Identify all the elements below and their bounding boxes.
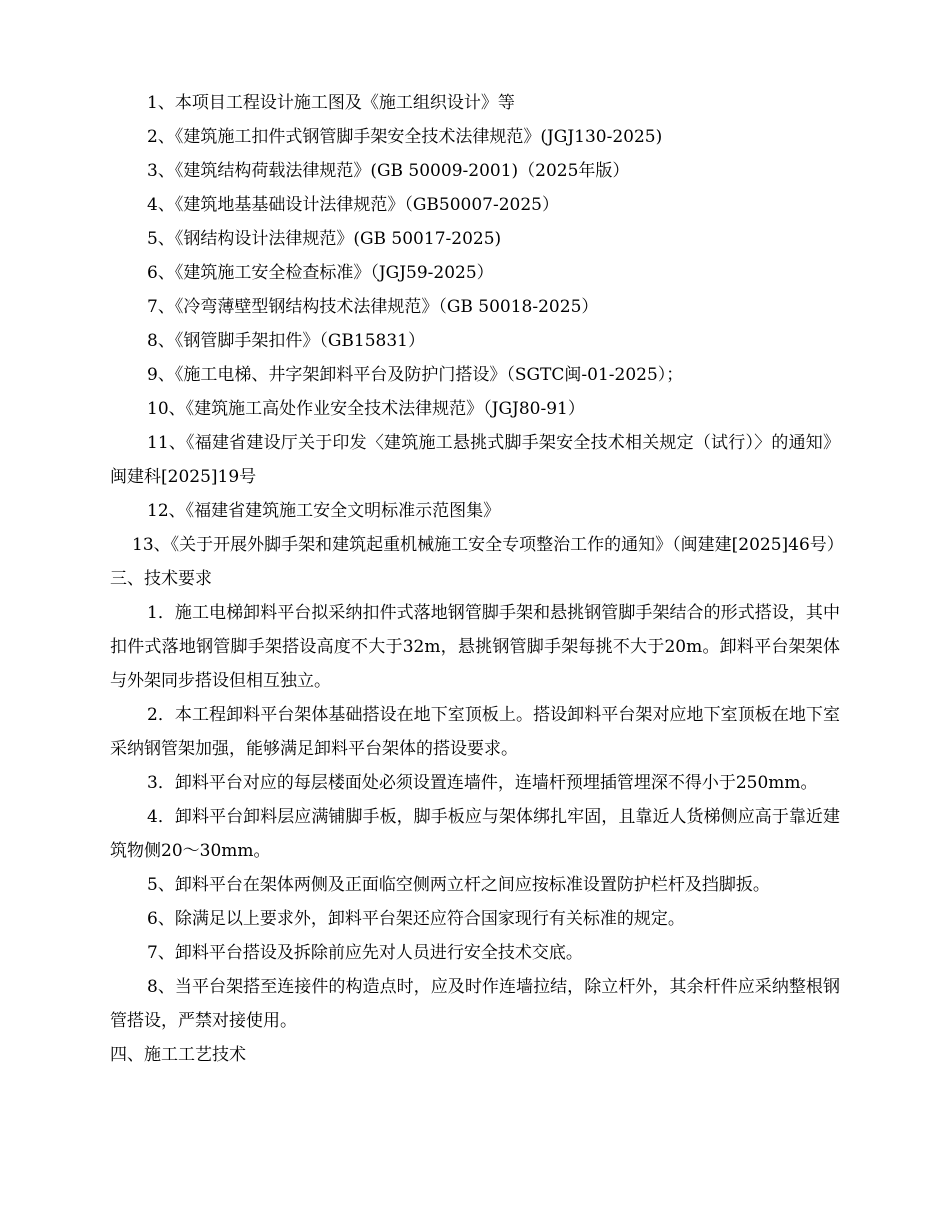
reference-item: 12、《福建省建筑施工安全文明标准示范图集》 [147, 501, 501, 521]
requirement-item: 2．本工程卸料平台架体基础搭设在地下室顶板上。搭设卸料平台架对应地下室顶板在地下室采纳钢管架加强，能够满足卸料平台架体的搭设要求。 [110, 705, 840, 759]
reference-item: 1、本项目工程设计施工图及《施工组织设计》等 [147, 93, 515, 113]
reference-item: 5、《钢结构设计法律规范》(GB 50017-2025) [147, 229, 502, 249]
reference-item: 6、《建筑施工安全检查标准》（JGJ59-2025） [147, 263, 494, 283]
section-heading-tech-requirements: 三、技术要求 [110, 569, 212, 589]
reference-item: 9、《施工电梯、井字架卸料平台及防护门搭设》（SGTC闽-01-2025）； [147, 365, 684, 385]
reference-item: 11、《福建省建设厅关于印发〈建筑施工悬挑式脚手架安全技术相关规定（试行）〉的通知》闽建科[2025]19号 [110, 433, 840, 487]
reference-item: 3、《建筑结构荷载法律规范》(GB 50009-2001)（2025年版） [147, 161, 630, 181]
requirement-item: 4．卸料平台卸料层应满铺脚手板，脚手板应与架体绑扎牢固，且靠近人货梯侧应高于靠近建筑物侧20～30mm。 [110, 807, 840, 861]
reference-item: 10、《建筑施工高处作业安全技术法律规范》（JGJ80-91） [147, 399, 585, 419]
requirement-item: 7、卸料平台搭设及拆除前应先对人员进行安全技术交底。 [147, 943, 583, 963]
requirement-item: 6、除满足以上要求外，卸料平台架还应符合国家现行有关标准的规定。 [147, 909, 685, 929]
reference-item: 13、《关于开展外脚手架和建筑起重机械施工安全专项整治工作的通知》（闽建建[2025]46号） [132, 535, 844, 555]
reference-item: 2、《建筑施工扣件式钢管脚手架安全技术法律规范》(JGJ130-2025) [147, 127, 663, 147]
tech-requirements-list [110, 596, 840, 1038]
reference-list [110, 86, 844, 562]
reference-item: 8、《钢管脚手架扣件》（GB15831） [147, 331, 425, 351]
requirement-item: 8、当平台架搭至连接件的构造点时，应及时作连墙拉结，除立杆外，其余杆件应采纳整根钢管搭设，严禁对接使用。 [110, 977, 840, 1031]
requirement-item: 5、卸料平台在架体两侧及正面临空侧两立杆之间应按标准设置防护栏杆及挡脚扳。 [147, 875, 770, 895]
section-heading-construction-process: 四、施工工艺技术 [110, 1045, 246, 1065]
reference-item: 7、《冷弯薄壁型钢结构技术法律规范》（GB 50018-2025） [147, 297, 599, 317]
reference-item: 4、《建筑地基基础设计法律规范》（GB50007-2025） [147, 195, 559, 215]
requirement-item: 3．卸料平台对应的每层楼面处必须设置连墙件，连墙杆预埋插管埋深不得小于250mm。 [147, 773, 818, 793]
requirement-item: 1．施工电梯卸料平台拟采纳扣件式落地钢管脚手架和悬挑钢管脚手架结合的形式搭设，其中扣件式落地钢管脚手架搭设高度不大于32m，悬挑钢管脚手架每挑不大于20m。卸料平台架架体与外架同步搭设但相互独立。 [110, 603, 840, 691]
